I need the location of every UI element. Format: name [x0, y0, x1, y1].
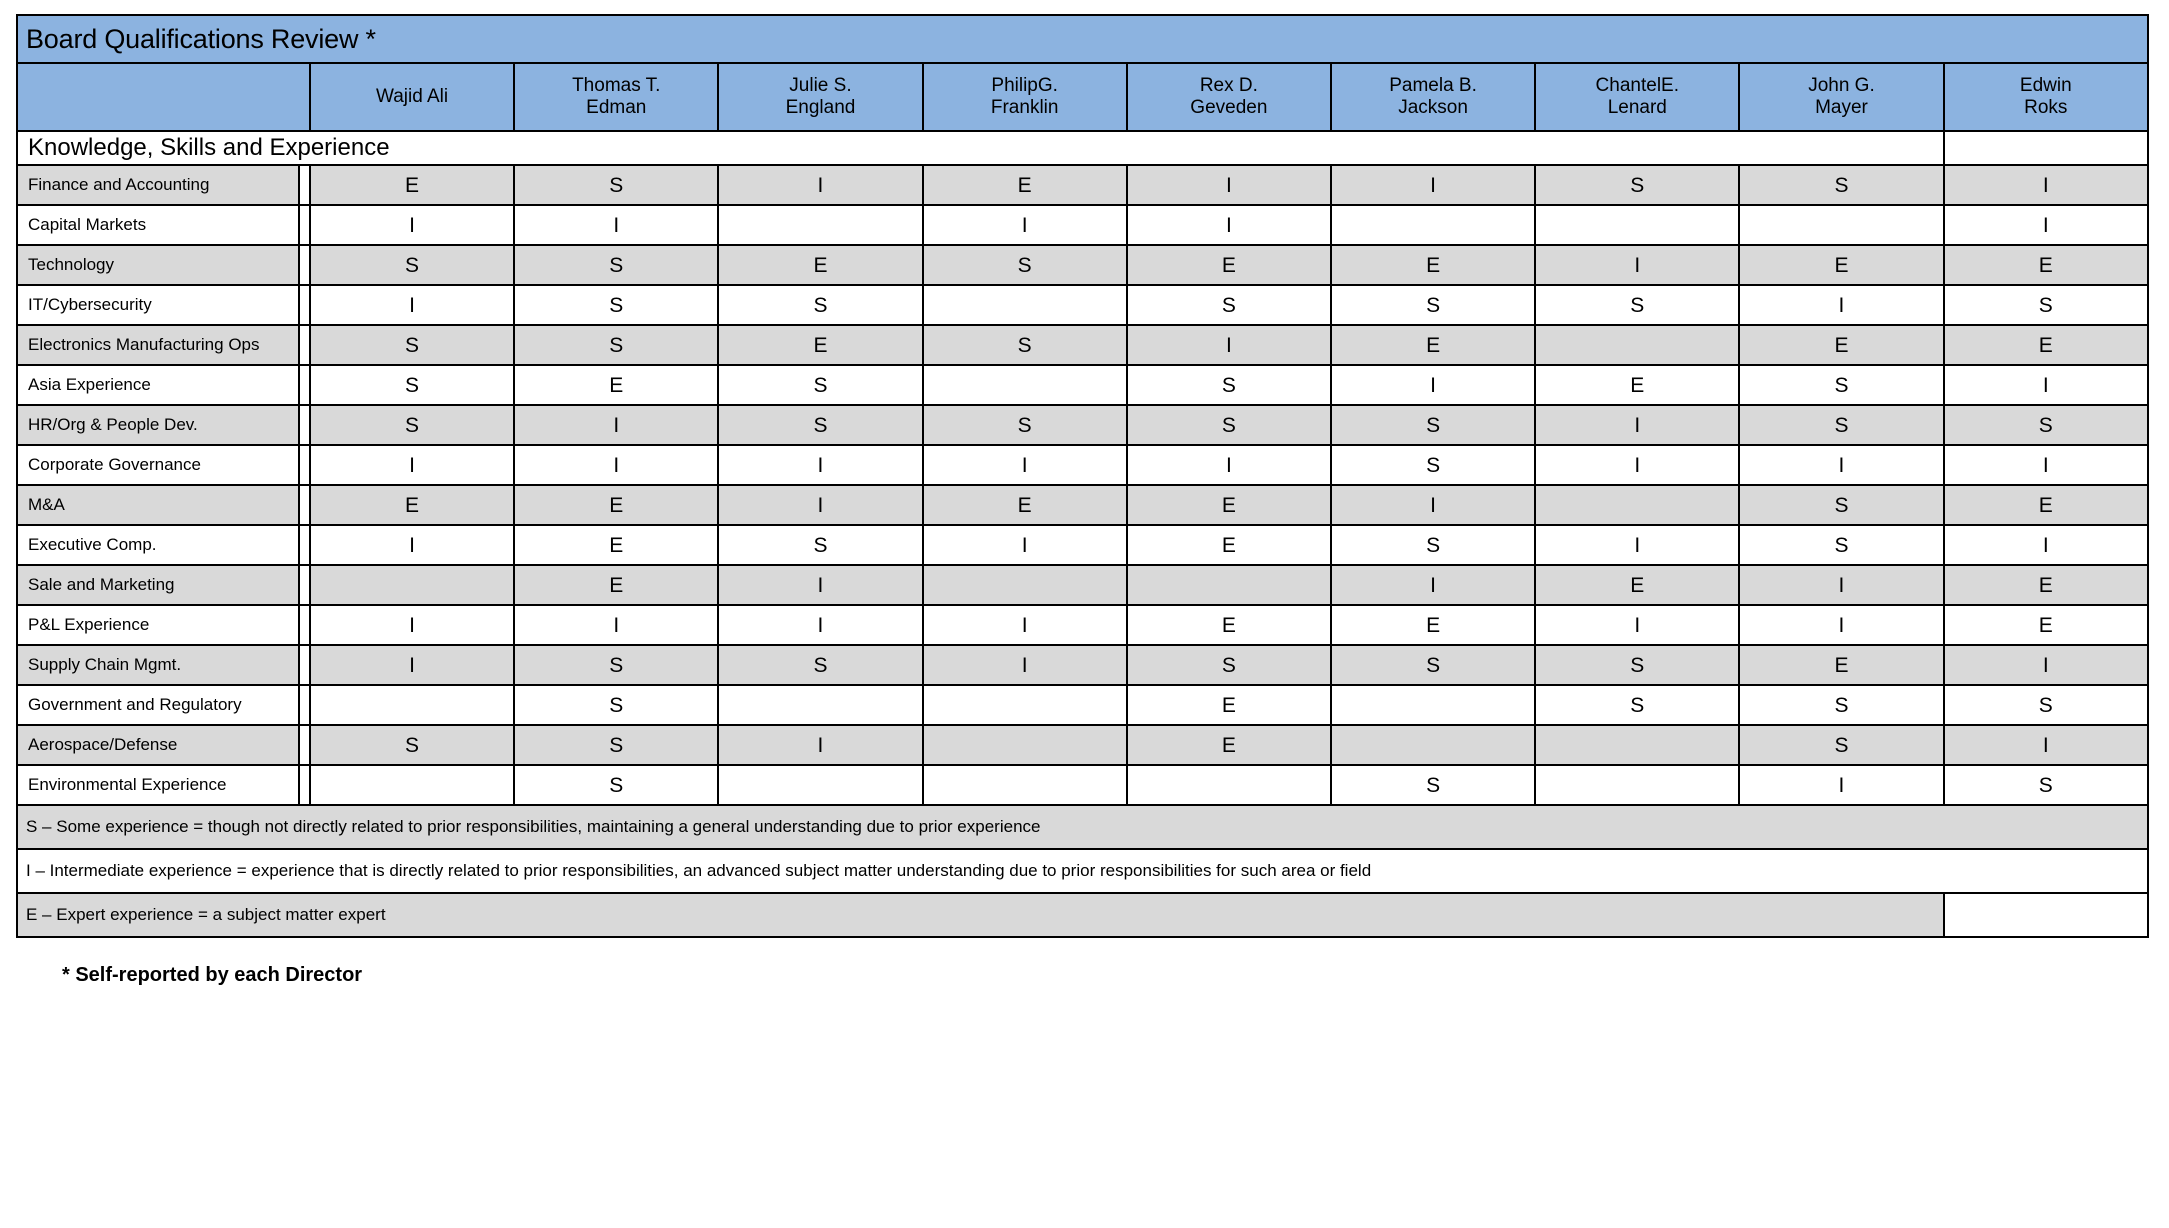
cell-r0-c8: I — [1944, 165, 2148, 205]
cell-r13-c0 — [310, 685, 514, 725]
section-header-row — [17, 131, 2148, 165]
cell-r7-c5: S — [1331, 445, 1535, 485]
cell-r12-c7: E — [1739, 645, 1943, 685]
cell-r13-c6: S — [1535, 685, 1739, 725]
director-name-line1: Edwin — [2019, 75, 2072, 97]
table-row — [17, 165, 2148, 205]
cell-r11-c3: I — [923, 605, 1127, 645]
row-label-1: Capital Markets — [17, 205, 299, 245]
cell-r8-c7: S — [1739, 485, 1943, 525]
cell-r8-c2: I — [718, 485, 922, 525]
cell-r5-c1: E — [514, 365, 718, 405]
cell-r10-c2: I — [718, 565, 922, 605]
cell-r13-c2 — [718, 685, 922, 725]
page-title: Board Qualifications Review * — [17, 15, 2148, 63]
cell-r0-c2: I — [718, 165, 922, 205]
cell-r14-c6 — [1535, 725, 1739, 765]
row-gutter — [299, 245, 310, 285]
cell-r12-c2: S — [718, 645, 922, 685]
cell-r1-c5 — [1331, 205, 1535, 245]
cell-r9-c0: I — [310, 525, 514, 565]
director-name-line1: Wajid Ali — [375, 86, 449, 108]
director-name-line2: Franklin — [990, 97, 1059, 118]
cell-r11-c6: I — [1535, 605, 1739, 645]
cell-r11-c5: E — [1331, 605, 1535, 645]
director-name-line2: Jackson — [1398, 97, 1468, 118]
cell-r3-c8: S — [1944, 285, 2148, 325]
cell-r8-c3: E — [923, 485, 1127, 525]
board-qualifications-table — [16, 14, 2149, 938]
table-row — [17, 525, 2148, 565]
row-label-11: P&L Experience — [17, 605, 299, 645]
cell-r7-c3: I — [923, 445, 1127, 485]
section-header-filler — [1944, 131, 2148, 165]
cell-r5-c4: S — [1127, 365, 1331, 405]
cell-r3-c1: S — [514, 285, 718, 325]
table-row — [17, 645, 2148, 685]
director-name-line2: Lenard — [1607, 97, 1667, 118]
cell-r7-c1: I — [514, 445, 718, 485]
cell-r14-c8: I — [1944, 725, 2148, 765]
cell-r2-c1: S — [514, 245, 718, 285]
legend-text-1: I – Intermediate experience = experience that is directly related to prior responsibilities, an advanced subject matter understanding due to prior responsibilities for such area or field — [17, 849, 2148, 893]
column-header-director-5 — [1331, 63, 1535, 131]
cell-r1-c4: I — [1127, 205, 1331, 245]
table-row — [17, 325, 2148, 365]
row-gutter — [299, 645, 310, 685]
cell-r4-c5: E — [1331, 325, 1535, 365]
cell-r9-c8: I — [1944, 525, 2148, 565]
cell-r4-c4: I — [1127, 325, 1331, 365]
cell-r11-c1: I — [514, 605, 718, 645]
cell-r8-c8: E — [1944, 485, 2148, 525]
cell-r2-c5: E — [1331, 245, 1535, 285]
cell-r15-c1: S — [514, 765, 718, 805]
director-name-line1: Julie S. — [789, 75, 852, 97]
cell-r5-c6: E — [1535, 365, 1739, 405]
row-gutter — [299, 525, 310, 565]
cell-r7-c2: I — [718, 445, 922, 485]
cell-r15-c5: S — [1331, 765, 1535, 805]
cell-r10-c0 — [310, 565, 514, 605]
row-gutter — [299, 445, 310, 485]
row-gutter — [299, 765, 310, 805]
cell-r12-c0: I — [310, 645, 514, 685]
director-name-line2: England — [785, 97, 856, 118]
cell-r15-c4 — [1127, 765, 1331, 805]
cell-r5-c5: I — [1331, 365, 1535, 405]
cell-r15-c6 — [1535, 765, 1739, 805]
cell-r9-c5: S — [1331, 525, 1535, 565]
cell-r12-c6: S — [1535, 645, 1739, 685]
cell-r14-c1: S — [514, 725, 718, 765]
cell-r1-c2 — [718, 205, 922, 245]
cell-r13-c5 — [1331, 685, 1535, 725]
cell-r7-c8: I — [1944, 445, 2148, 485]
cell-r9-c2: S — [718, 525, 922, 565]
cell-r1-c7 — [1739, 205, 1943, 245]
cell-r5-c7: S — [1739, 365, 1943, 405]
row-label-3: IT/Cybersecurity — [17, 285, 299, 325]
cell-r11-c2: I — [718, 605, 922, 645]
row-gutter — [299, 685, 310, 725]
cell-r2-c2: E — [718, 245, 922, 285]
header-corner-blank — [17, 63, 310, 131]
row-label-5: Asia Experience — [17, 365, 299, 405]
cell-r15-c7: I — [1739, 765, 1943, 805]
legend-row — [17, 893, 2148, 937]
cell-r9-c1: E — [514, 525, 718, 565]
row-gutter — [299, 485, 310, 525]
cell-r10-c1: E — [514, 565, 718, 605]
cell-r2-c0: S — [310, 245, 514, 285]
row-gutter — [299, 205, 310, 245]
cell-r4-c0: S — [310, 325, 514, 365]
table-row — [17, 565, 2148, 605]
cell-r14-c5 — [1331, 725, 1535, 765]
row-label-8: M&A — [17, 485, 299, 525]
row-gutter — [299, 565, 310, 605]
cell-r3-c4: S — [1127, 285, 1331, 325]
cell-r10-c4 — [1127, 565, 1331, 605]
cell-r14-c7: S — [1739, 725, 1943, 765]
cell-r8-c5: I — [1331, 485, 1535, 525]
cell-r14-c3 — [923, 725, 1127, 765]
cell-r10-c5: I — [1331, 565, 1535, 605]
table-row — [17, 605, 2148, 645]
column-header-director-1 — [514, 63, 718, 131]
cell-r11-c7: I — [1739, 605, 1943, 645]
column-header-director-0 — [310, 63, 514, 131]
table-row — [17, 485, 2148, 525]
header-row — [17, 63, 2148, 131]
column-header-director-3 — [923, 63, 1127, 131]
cell-r1-c0: I — [310, 205, 514, 245]
cell-r4-c7: E — [1739, 325, 1943, 365]
table-row — [17, 365, 2148, 405]
director-name-line1: Thomas T. — [572, 75, 661, 97]
cell-r5-c8: I — [1944, 365, 2148, 405]
legend-text-2: E – Expert experience = a subject matter expert — [17, 893, 1944, 937]
table-row — [17, 285, 2148, 325]
cell-r8-c0: E — [310, 485, 514, 525]
cell-r0-c1: S — [514, 165, 718, 205]
column-header-director-8 — [1944, 63, 2148, 131]
cell-r6-c0: S — [310, 405, 514, 445]
cell-r4-c2: E — [718, 325, 922, 365]
cell-r6-c7: S — [1739, 405, 1943, 445]
table-row — [17, 685, 2148, 725]
row-gutter — [299, 605, 310, 645]
director-name-line2: Geveden — [1190, 97, 1268, 118]
cell-r10-c3 — [923, 565, 1127, 605]
cell-r7-c4: I — [1127, 445, 1331, 485]
cell-r3-c6: S — [1535, 285, 1739, 325]
legend-tail-blank — [1944, 893, 2148, 937]
cell-r2-c3: S — [923, 245, 1127, 285]
cell-r6-c4: S — [1127, 405, 1331, 445]
cell-r3-c5: S — [1331, 285, 1535, 325]
cell-r9-c7: S — [1739, 525, 1943, 565]
cell-r10-c6: E — [1535, 565, 1739, 605]
table-row — [17, 205, 2148, 245]
legend-row — [17, 849, 2148, 893]
cell-r2-c8: E — [1944, 245, 2148, 285]
footnote: * Self-reported by each Director — [62, 964, 363, 986]
cell-r8-c6 — [1535, 485, 1739, 525]
row-label-15: Environmental Experience — [17, 765, 299, 805]
cell-r1-c6 — [1535, 205, 1739, 245]
cell-r12-c4: S — [1127, 645, 1331, 685]
table-row — [17, 245, 2148, 285]
row-gutter — [299, 405, 310, 445]
cell-r3-c2: S — [718, 285, 922, 325]
legend-row — [17, 805, 2148, 849]
cell-r12-c1: S — [514, 645, 718, 685]
cell-r13-c8: S — [1944, 685, 2148, 725]
cell-r15-c8: S — [1944, 765, 2148, 805]
cell-r10-c7: I — [1739, 565, 1943, 605]
cell-r6-c5: S — [1331, 405, 1535, 445]
cell-r2-c6: I — [1535, 245, 1739, 285]
row-label-7: Corporate Governance — [17, 445, 299, 485]
row-gutter — [299, 725, 310, 765]
director-name-line2: Roks — [2024, 97, 2068, 118]
cell-r15-c3 — [923, 765, 1127, 805]
cell-r2-c7: E — [1739, 245, 1943, 285]
cell-r15-c0 — [310, 765, 514, 805]
cell-r0-c3: E — [923, 165, 1127, 205]
cell-r11-c8: E — [1944, 605, 2148, 645]
cell-r1-c1: I — [514, 205, 718, 245]
row-label-9: Executive Comp. — [17, 525, 299, 565]
row-label-14: Aerospace/Defense — [17, 725, 299, 765]
cell-r6-c3: S — [923, 405, 1127, 445]
table-row — [17, 765, 2148, 805]
cell-r0-c0: E — [310, 165, 514, 205]
legend-text-0: S – Some experience = though not directly related to prior responsibilities, maintaining a general understanding due to prior experience — [17, 805, 2148, 849]
cell-r0-c5: I — [1331, 165, 1535, 205]
cell-r6-c6: I — [1535, 405, 1739, 445]
director-name-line1: Rex D. — [1199, 75, 1258, 97]
column-header-director-7 — [1739, 63, 1943, 131]
cell-r12-c3: I — [923, 645, 1127, 685]
cell-r6-c1: I — [514, 405, 718, 445]
cell-r13-c7: S — [1739, 685, 1943, 725]
row-label-13: Government and Regulatory — [17, 685, 299, 725]
cell-r5-c2: S — [718, 365, 922, 405]
director-name-line1: PhilipG. — [991, 75, 1058, 97]
cell-r4-c6 — [1535, 325, 1739, 365]
cell-r7-c0: I — [310, 445, 514, 485]
cell-r0-c4: I — [1127, 165, 1331, 205]
director-name-line2: Edman — [586, 97, 647, 118]
cell-r15-c2 — [718, 765, 922, 805]
cell-r5-c3 — [923, 365, 1127, 405]
cell-r7-c7: I — [1739, 445, 1943, 485]
cell-r14-c2: I — [718, 725, 922, 765]
cell-r13-c4: E — [1127, 685, 1331, 725]
cell-r0-c6: S — [1535, 165, 1739, 205]
section-header-label: Knowledge, Skills and Experience — [17, 131, 1944, 165]
row-gutter — [299, 285, 310, 325]
director-name-line1: John G. — [1808, 75, 1875, 97]
row-gutter — [299, 165, 310, 205]
cell-r6-c8: S — [1944, 405, 2148, 445]
director-name-line1: Pamela B. — [1389, 75, 1477, 97]
table-row — [17, 445, 2148, 485]
cell-r6-c2: S — [718, 405, 922, 445]
cell-r8-c4: E — [1127, 485, 1331, 525]
cell-r4-c3: S — [923, 325, 1127, 365]
row-label-0: Finance and Accounting — [17, 165, 299, 205]
cell-r10-c8: E — [1944, 565, 2148, 605]
table-row — [17, 725, 2148, 765]
row-label-12: Supply Chain Mgmt. — [17, 645, 299, 685]
cell-r13-c3 — [923, 685, 1127, 725]
row-label-10: Sale and Marketing — [17, 565, 299, 605]
column-header-director-4 — [1127, 63, 1331, 131]
cell-r4-c8: E — [1944, 325, 2148, 365]
cell-r14-c0: S — [310, 725, 514, 765]
column-header-director-2 — [718, 63, 922, 131]
cell-r3-c7: I — [1739, 285, 1943, 325]
cell-r4-c1: S — [514, 325, 718, 365]
cell-r5-c0: S — [310, 365, 514, 405]
cell-r1-c3: I — [923, 205, 1127, 245]
cell-r0-c7: S — [1739, 165, 1943, 205]
row-label-4: Electronics Manufacturing Ops — [17, 325, 299, 365]
cell-r12-c5: S — [1331, 645, 1535, 685]
row-label-6: HR/Org & People Dev. — [17, 405, 299, 445]
cell-r7-c6: I — [1535, 445, 1739, 485]
cell-r13-c1: S — [514, 685, 718, 725]
row-gutter — [299, 325, 310, 365]
director-name-line2: Mayer — [1815, 97, 1868, 118]
row-label-2: Technology — [17, 245, 299, 285]
row-gutter — [299, 365, 310, 405]
cell-r9-c3: I — [923, 525, 1127, 565]
cell-r3-c3 — [923, 285, 1127, 325]
cell-r11-c4: E — [1127, 605, 1331, 645]
cell-r8-c1: E — [514, 485, 718, 525]
cell-r9-c6: I — [1535, 525, 1739, 565]
cell-r1-c8: I — [1944, 205, 2148, 245]
cell-r11-c0: I — [310, 605, 514, 645]
column-header-director-6 — [1535, 63, 1739, 131]
table-row — [17, 405, 2148, 445]
cell-r14-c4: E — [1127, 725, 1331, 765]
cell-r12-c8: I — [1944, 645, 2148, 685]
cell-r3-c0: I — [310, 285, 514, 325]
title-row — [17, 15, 2148, 63]
cell-r2-c4: E — [1127, 245, 1331, 285]
cell-r9-c4: E — [1127, 525, 1331, 565]
director-name-line1: ChantelE. — [1595, 75, 1679, 97]
